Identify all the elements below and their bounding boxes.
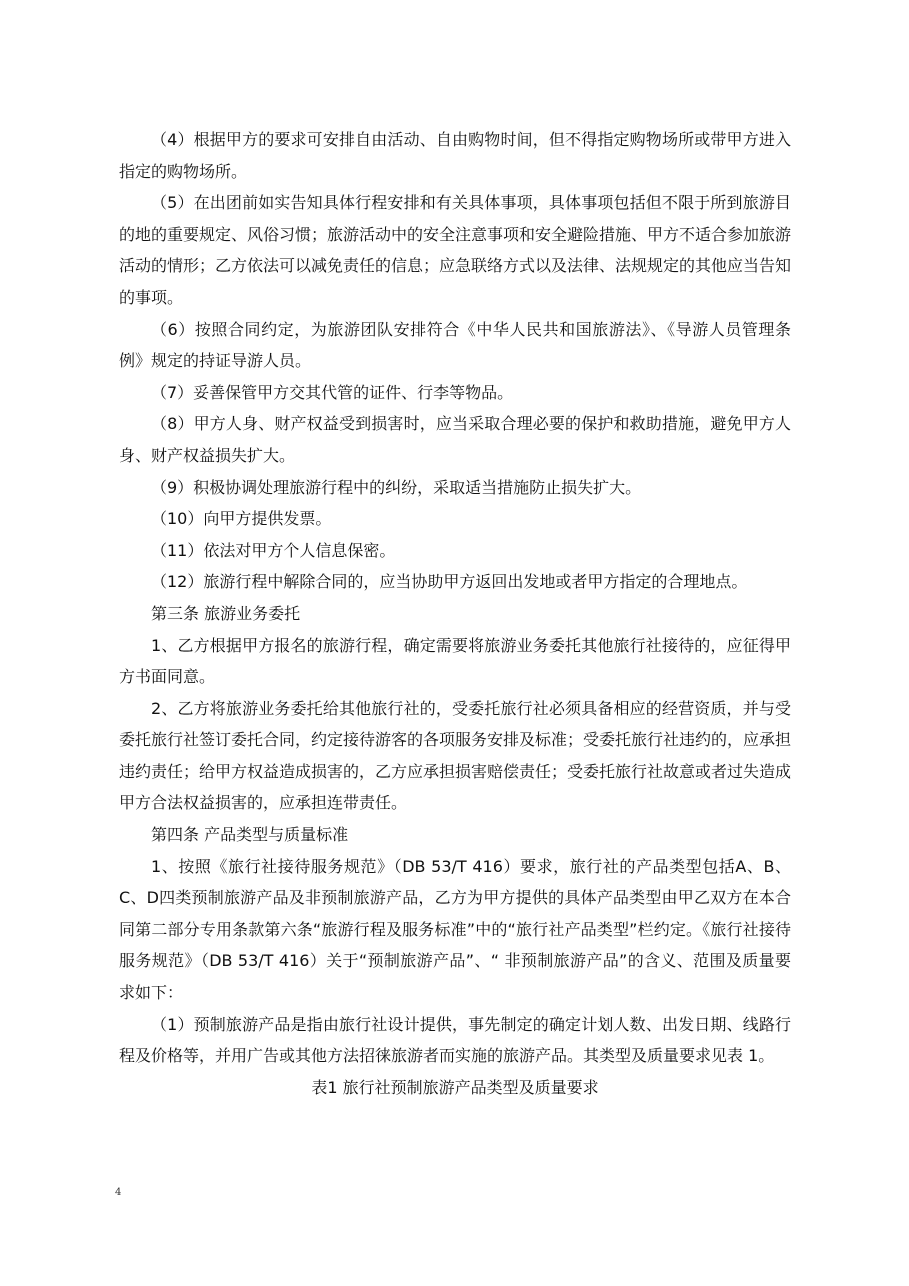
paragraph-8: （8）甲方人身、财产权益受到损害时，应当采取合理必要的保护和救助措施，避免甲方人身、财产权益损失扩大。 <box>119 414 791 465</box>
paragraph-5: （5）在出团前如实告知具体行程安排和有关具体事项，具体事项包括但不限于所到旅游目的地的重要规定、风俗习惯；旅游活动中的安全注意事项和安全避险措施、甲方不适合参加旅游活动的情形；乙方依法可以减免责任的信息；应急联络方式以及法律、法规规定的其他应当告知的事项。 <box>119 193 792 307</box>
section-heading-4: 第四条 产品类型与质量标准 <box>151 825 349 845</box>
clause-3-1: 1、乙方根据甲方报名的旅游行程，确定需要将旅游业务委托其他旅行社接待的，应征得甲方书面同意。 <box>119 635 791 687</box>
clause-3-2: 2、乙方将旅游业务委托给其他旅行社的，受委托旅行社必须具备相应的经营资质，并与受委托旅行社签订委托合同，约定接待游客的各项服务安排及标准；受委托旅行社违约的，应承担违约责任；给甲方权益造成损害的，乙方应承担损害赔偿责任；受委托旅行社故意或者过失造成甲方合法权益损害的，应承担连带责任。 <box>119 698 792 813</box>
clause-4-1-1: （1）预制旅游产品是指由旅行社设计提供，事先制定的确定计划人数、出发日期、线路行程及价格等，并用广告或其他方法招徕旅游者而实施的旅游产品。其类型及质量要求见表 1。 <box>119 1014 791 1066</box>
paragraph-7: （7）妥善保管甲方交其代管的证件、行李等物品。 <box>151 382 514 402</box>
paragraph-12: （12）旅游行程中解除合同的，应当协助甲方返回出发地或者甲方指定的合理地点。 <box>151 572 748 592</box>
clause-4-1: 1、按照《旅行社接待服务规范》（DB 53/T 416）要求，旅行社的产品类型包括A、B、C、D四类预制旅游产品及非预制旅游产品，乙方为甲方提供的具体产品类型由甲乙双方在本合同第二部分专用条款第六条“旅游行程及服务标准”中的“旅行社产品类型”栏约定。《旅行社接待服务规范》（DB 53/T 416）关于“预制旅游产品”、“ 非预制旅游产品”的含义、范围及质量要求如下： <box>119 856 791 1003</box>
page-number: 4 <box>115 1187 122 1198</box>
paragraph-6: （6）按照合同约定，为旅游团队安排符合《中华人民共和国旅游法》、《导游人员管理条例》规定的持证导游人员。 <box>119 319 791 371</box>
document-body <box>119 124 791 1103</box>
paragraph-4: （4）根据甲方的要求可安排自由活动、自由购物时间，但不得指定购物场所或带甲方进入指定的购物场所。 <box>119 130 791 181</box>
section-heading-3: 第三条 旅游业务委托 <box>151 603 301 623</box>
paragraph-9: （9）积极协调处理旅游行程中的纠纷，采取适当措施防止损失扩大。 <box>151 477 642 497</box>
table-caption: 表1 旅行社预制旅游产品类型及质量要求 <box>311 1077 599 1097</box>
paragraph-11: （11）依法对甲方个人信息保密。 <box>151 540 396 560</box>
paragraph-10: （10）向甲方提供发票。 <box>151 509 332 529</box>
